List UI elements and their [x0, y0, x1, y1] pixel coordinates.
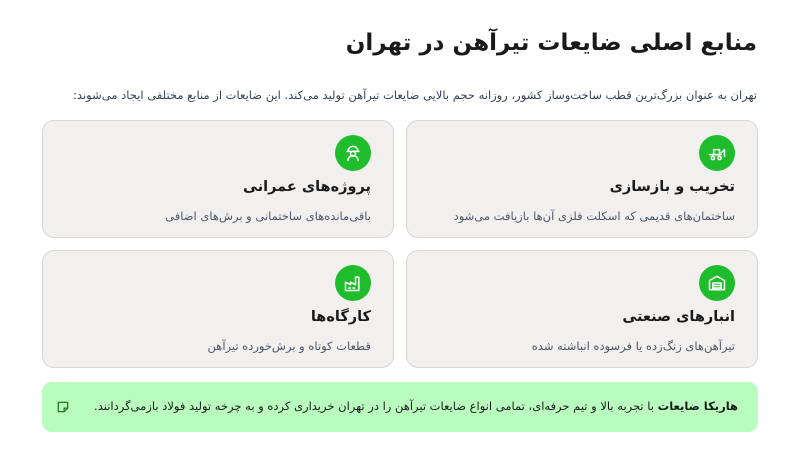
- brand-name: هاریکا ضایعات: [657, 399, 738, 413]
- card-description: باقی‌مانده‌های ساختمانی و برش‌های اضافی: [165, 209, 371, 223]
- construction-worker-icon: [335, 135, 371, 171]
- intro-text: تهران به عنوان بزرگ‌ترین قطب ساخت‌وساز کشور، روزانه حجم بالایی ضایعات تیرآهن تولید می‌کند. این ضایعات از منابع مختلفی ایجاد می‌شوند:: [73, 88, 757, 102]
- card-description: تیرآهن‌های زنگ‌زده یا فرسوده انباشته شده: [531, 339, 735, 353]
- card-industrial-warehouses: [406, 250, 758, 368]
- warehouse-icon: [699, 265, 735, 301]
- note-icon: [56, 399, 70, 413]
- factory-icon: [335, 265, 371, 301]
- card-description: ساختمان‌های قدیمی که اسکلت فلزی آن‌ها بازیافت می‌شود: [453, 209, 735, 223]
- card-title: تخریب و بازسازی: [609, 179, 735, 195]
- card-title: کارگاه‌ها: [310, 309, 371, 325]
- bulldozer-icon: [699, 135, 735, 171]
- card-demolition: [406, 120, 758, 238]
- page-title: منابع اصلی ضایعات تیرآهن در تهران: [345, 30, 757, 56]
- info-callout: [42, 382, 758, 432]
- card-workshops: [42, 250, 394, 368]
- callout-body: با تجربه بالا و تیم حرفه‌ای، تمامی انواع ضایعات تیرآهن را در تهران خریداری کرده و به چرخه تولید فولاد بازمی‌گردانند.: [94, 399, 658, 413]
- card-construction-projects: [42, 120, 394, 238]
- card-description: قطعات کوتاه و برش‌خورده تیرآهن: [207, 339, 371, 353]
- card-title: انبارهای صنعتی: [622, 309, 735, 325]
- card-title: پروژه‌های عمرانی: [243, 179, 371, 195]
- callout-text: [94, 399, 738, 413]
